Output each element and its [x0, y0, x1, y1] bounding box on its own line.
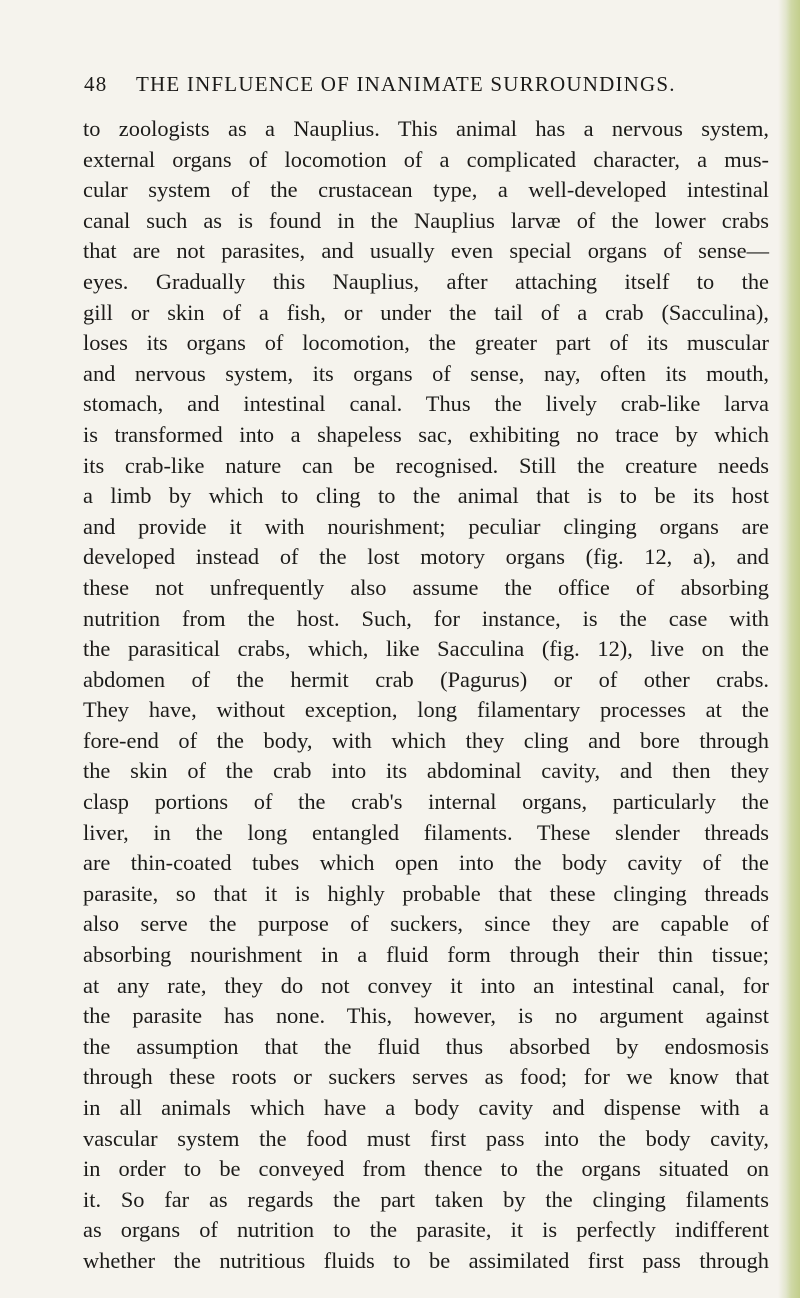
text-line: developed instead of the lost motory organs (fig. 12, a), and: [83, 544, 769, 570]
text-line: cular system of the crustacean type, a well-developed intestinal: [83, 177, 769, 203]
text-line: the parasitical crabs, which, like Sacculina (fig. 12), live on the: [83, 636, 769, 662]
text-line: also serve the purpose of suckers, since they are capable of: [83, 911, 769, 937]
page-edge-shadow: [778, 0, 800, 1298]
text-line: these not unfrequently also assume the office of absorbing: [83, 574, 769, 600]
text-line: liver, in the long entangled filaments. These slender threads: [83, 819, 769, 845]
text-line: fore-end of the body, with which they cling and bore through: [83, 727, 769, 753]
running-head: [84, 72, 684, 102]
text-line: a limb by which to cling to the animal that is to be its host: [83, 483, 769, 509]
body-text: [83, 114, 769, 1277]
text-line: at any rate, they do not convey it into an intestinal canal, for: [83, 972, 769, 998]
page-number: 48: [84, 72, 108, 96]
text-line: abdomen of the hermit crab (Pagurus) or of other crabs.: [83, 666, 769, 692]
text-line: whether the nutritious fluids to be assimilated first pass through: [83, 1247, 769, 1273]
text-line: nutrition from the host. Such, for instance, is the case with: [83, 605, 769, 631]
text-line: its crab-like nature can be recognised. Still the creature needs: [83, 452, 769, 478]
text-line: parasite, so that it is highly probable that these clinging threads: [83, 880, 769, 906]
text-line: to zoologists as a Nauplius. This animal has a nervous system,: [83, 116, 769, 141]
text-line: external organs of locomotion of a complicated character, a mus-: [83, 146, 769, 172]
text-line: the skin of the crab into its abdominal cavity, and then they: [83, 758, 769, 784]
text-line: and provide it with nourishment; peculiar clinging organs are: [83, 513, 769, 539]
running-head-title: THE INFLUENCE OF INANIMATE SURROUNDINGS.: [136, 72, 676, 96]
text-line: in all animals which have a body cavity and dispense with a: [83, 1095, 769, 1120]
text-line: and nervous system, its organs of sense, nay, often its mouth,: [83, 360, 769, 386]
text-line: canal such as is found in the Nauplius larvæ of the lower crabs: [83, 207, 769, 233]
text-line: absorbing nourishment in a fluid form through their thin tissue;: [83, 942, 769, 968]
text-line: They have, without exception, long filamentary processes at the: [83, 697, 769, 723]
text-line: it. So far as regards the part taken by the clinging filaments: [83, 1186, 769, 1212]
text-line: are thin-coated tubes which open into the body cavity of the: [83, 850, 769, 876]
text-line: eyes. Gradually this Nauplius, after attaching itself to the: [83, 268, 769, 294]
text-line: is transformed into a shapeless sac, exhibiting no trace by which: [83, 421, 769, 447]
text-line: clasp portions of the crab's internal organs, particularly the: [83, 789, 769, 815]
text-line: that are not parasites, and usually even special organs of sense—: [83, 238, 769, 264]
text-line: vascular system the food must first pass into the body cavity,: [83, 1125, 769, 1151]
text-line: in order to be conveyed from thence to the organs situated on: [83, 1156, 769, 1182]
text-line: stomach, and intestinal canal. Thus the lively crab-like larva: [83, 391, 769, 417]
text-line: as organs of nutrition to the parasite, it is perfectly indifferent: [83, 1217, 769, 1243]
text-line: through these roots or suckers serves as food; for we know that: [83, 1064, 769, 1090]
text-line: loses its organs of locomotion, the greater part of its muscular: [83, 330, 769, 356]
text-line: the parasite has none. This, however, is no argument against: [83, 1003, 769, 1029]
text-line: gill or skin of a fish, or under the tail of a crab (Sacculina),: [83, 299, 769, 325]
text-line: the assumption that the fluid thus absorbed by endosmosis: [83, 1033, 769, 1059]
